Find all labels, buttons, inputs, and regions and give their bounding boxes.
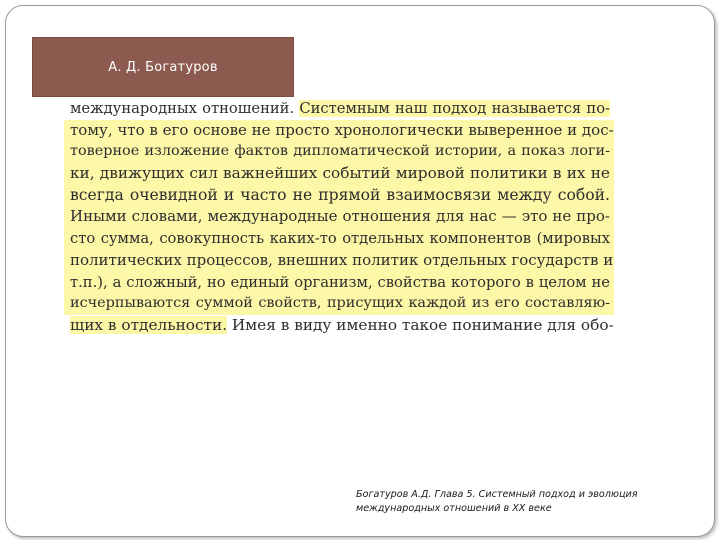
text-highlighted: щих в отдельности. bbox=[70, 315, 228, 334]
text-line bbox=[64, 141, 614, 163]
text-line bbox=[64, 185, 614, 207]
text-line bbox=[64, 228, 614, 250]
text-highlighted: сто сумма, совокупность каких-то отдельных компонентов (мировых bbox=[70, 230, 610, 248]
source-caption bbox=[356, 488, 686, 516]
text-line bbox=[64, 293, 614, 315]
text-line bbox=[64, 163, 614, 185]
text-line bbox=[64, 250, 614, 272]
caption-line-2: международных отношений в XX веке bbox=[356, 503, 552, 514]
text-highlighted: Иными словами, международные отношения для нас — это не про- bbox=[70, 207, 610, 226]
scanned-text-excerpt bbox=[64, 98, 614, 346]
text-highlighted: тому, что в его основе не просто хронологически выверенное и дос- bbox=[70, 120, 614, 139]
text-highlighted: ки, движущих сил важнейших событий мировой политики в их не bbox=[70, 164, 610, 183]
text-highlighted: т.п.), а сложный, но единый организм, свойства которого в целом не bbox=[70, 273, 610, 291]
text-highlighted: Системным наш подход называется по- bbox=[299, 100, 610, 117]
text-highlighted: товерное изложение фактов дипломатической истории, а показ логи- bbox=[70, 143, 610, 160]
text-line bbox=[64, 272, 614, 294]
text-line bbox=[64, 315, 614, 337]
title-box bbox=[32, 37, 294, 97]
slide bbox=[5, 5, 715, 537]
text-plain: Имея в виду именно такое понимание для обо- bbox=[227, 315, 614, 334]
text-plain: международных отношений. bbox=[70, 100, 300, 117]
text-highlighted: политических процессов, внешних политик отдельных государств и bbox=[70, 250, 614, 269]
text-line bbox=[64, 206, 614, 228]
text-line bbox=[64, 98, 614, 120]
text-highlighted: всегда очевидной и часто не прямой взаимосвязи между собой. bbox=[70, 185, 610, 204]
text-line bbox=[64, 120, 614, 142]
slide-title: А. Д. Богатуров bbox=[108, 59, 218, 75]
text-highlighted: исчерпываются суммой свойств, присущих каждой из его составляю- bbox=[70, 295, 610, 312]
caption-line-1: Богатуров А.Д. Глава 5. Системный подход и эволюция bbox=[356, 489, 638, 500]
